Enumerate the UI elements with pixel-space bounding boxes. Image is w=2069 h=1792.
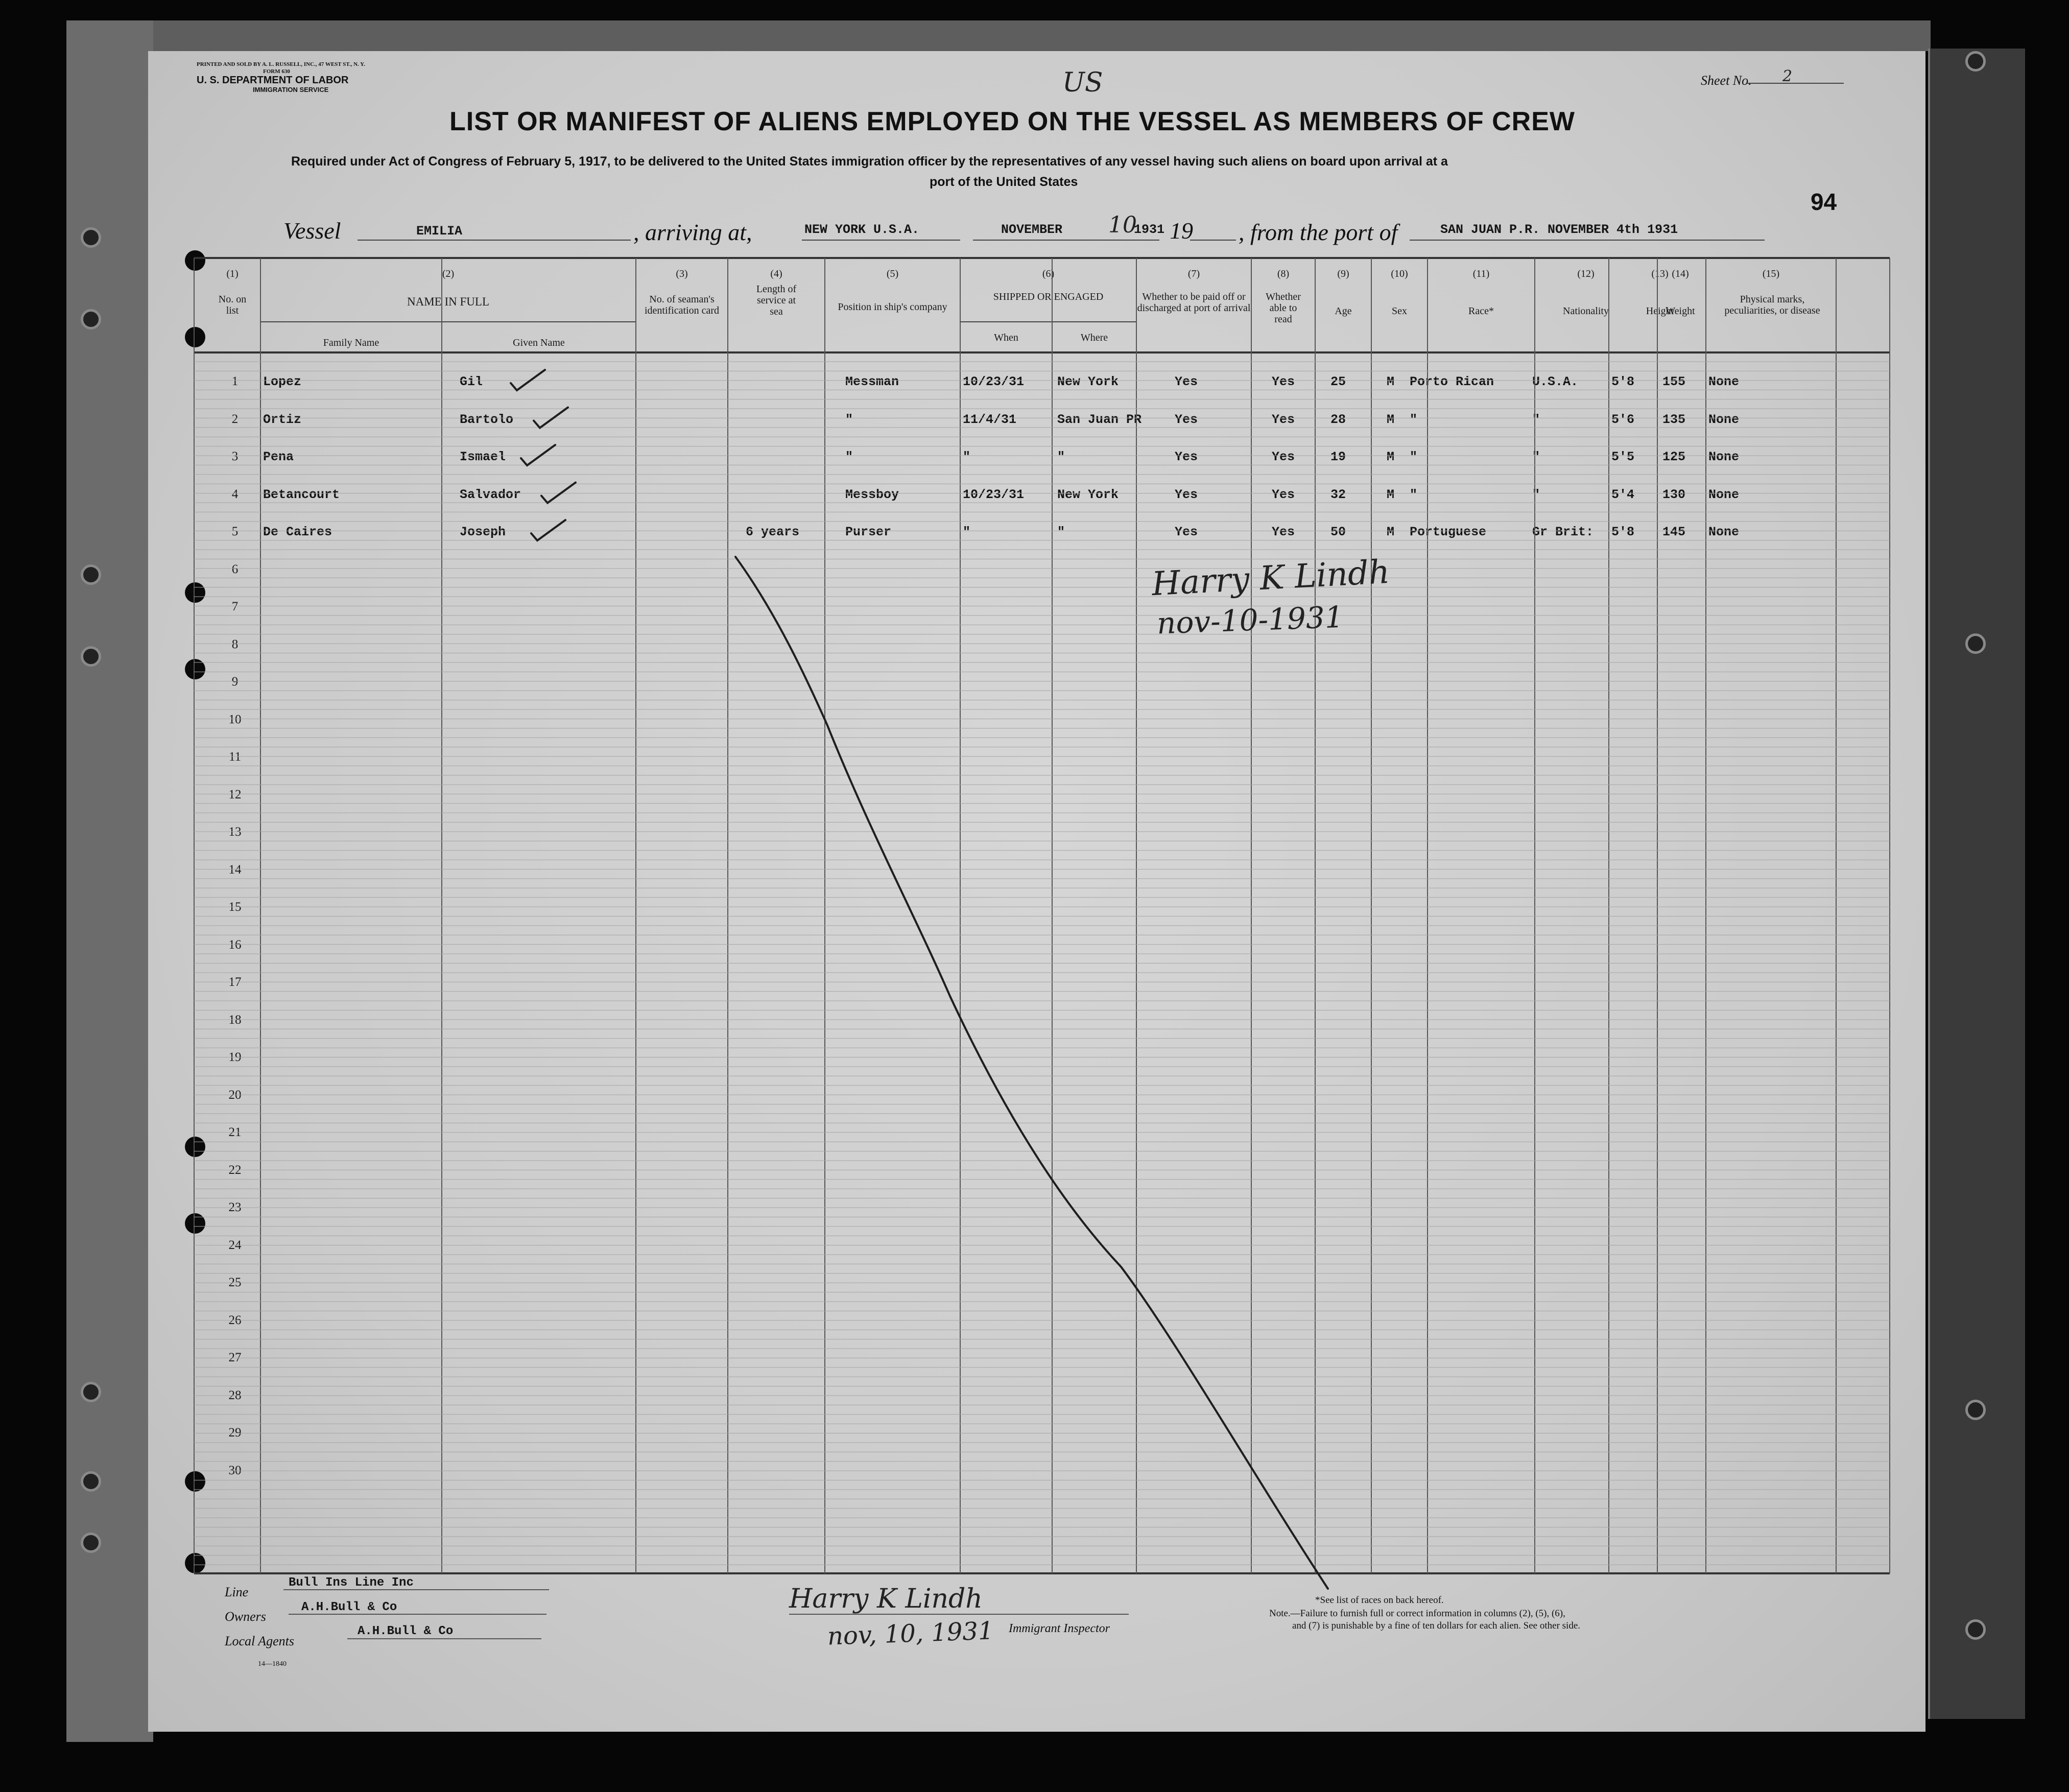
form-code: 14—1840	[258, 1660, 287, 1668]
cell-read: Yes	[1272, 374, 1295, 389]
cell-service: 6 years	[746, 525, 800, 539]
row-number: 25	[228, 1276, 242, 1289]
inspection-date: nov-10-1931	[1156, 599, 1344, 641]
row-number: 27	[228, 1351, 242, 1364]
cell-race: Portuguese	[1410, 525, 1487, 539]
cell-age: 28	[1330, 412, 1346, 427]
binder-hole	[185, 1553, 205, 1573]
row-number: 2	[231, 412, 239, 426]
cell-sex: M	[1387, 525, 1395, 539]
cell-weight: 145	[1662, 525, 1686, 539]
binder-edge-top	[153, 20, 1931, 51]
col6-num: (6)	[1042, 268, 1055, 279]
cell-family: Ortiz	[263, 412, 302, 427]
binder-hole	[1965, 51, 1986, 72]
cell-sex: M	[1387, 412, 1395, 427]
inspector-signature: Harry K Lindh	[1151, 553, 1391, 604]
cell-nationality: Gr Brit:	[1532, 525, 1594, 539]
binder-hole	[185, 250, 205, 271]
cell-position: "	[845, 412, 853, 427]
col12-num: (12)	[1577, 268, 1595, 279]
row-number: 16	[228, 937, 242, 952]
col-paid-off: Whether to be paid off or discharged at port of arrival	[1137, 291, 1251, 314]
penalty-note: Note.—Failure to furnish full or correct information in columns (2), (5), (6),	[1269, 1608, 1565, 1619]
page-number: 94	[1811, 188, 1837, 215]
col-length-of-service: Length of service at sea	[756, 284, 797, 317]
cell-position: Messboy	[845, 487, 899, 502]
form-subtitle: Required under Act of Congress of February 5, 1917, to be delivered to the United States immigration officer by the representatives of any vessel having such aliens on board upon arrival at a	[291, 154, 1448, 169]
cell-where: New York	[1057, 487, 1119, 502]
arrival-year: 1931	[1134, 222, 1165, 237]
cell-family: De Caires	[263, 525, 332, 539]
col7-num: (7)	[1187, 268, 1200, 279]
cell-where: "	[1057, 450, 1065, 464]
row-number: 8	[231, 637, 239, 651]
cell-paid-off: Yes	[1175, 412, 1198, 427]
cell-where: "	[1057, 525, 1065, 539]
binder-hole	[185, 1137, 205, 1157]
binder-hole	[1965, 1619, 1986, 1640]
cell-position: "	[845, 450, 853, 464]
row-number: 13	[228, 825, 242, 839]
binder-hole	[81, 309, 101, 329]
binder-hole	[185, 1213, 205, 1234]
local-agents: A.H.Bull & Co	[358, 1624, 454, 1638]
row-number: 14	[228, 862, 242, 877]
col-age: Age	[1335, 305, 1352, 317]
cell-nationality: U.S.A.	[1532, 374, 1579, 389]
col13-num: (13)	[1651, 268, 1669, 279]
owners: A.H.Bull & Co	[301, 1600, 397, 1614]
races-note: *See list of races on back hereof.	[1315, 1595, 1444, 1606]
inspector-label: Immigrant Inspector	[1009, 1622, 1110, 1635]
cell-age: 25	[1330, 374, 1346, 389]
cell-paid-off: Yes	[1175, 525, 1198, 539]
col10-num: (10)	[1391, 268, 1408, 279]
cell-sex: M	[1387, 487, 1395, 502]
col2-num: (2)	[442, 268, 455, 279]
cell-given: Ismael	[460, 450, 506, 464]
col4-num: (4)	[770, 268, 782, 279]
cell-nationality: "	[1532, 450, 1540, 464]
year-prefix: 19	[1170, 218, 1193, 244]
penalty-note-2: and (7) is punishable by a fine of ten dollars for each alien. See other side.	[1292, 1620, 1581, 1631]
cell-read: Yes	[1272, 487, 1295, 502]
binder-hole	[81, 1382, 101, 1402]
cell-given: Gil	[460, 374, 483, 389]
cell-when: 11/4/31	[963, 412, 1017, 427]
cell-given: Bartolo	[460, 412, 514, 427]
row-number: 28	[228, 1388, 242, 1402]
row-number: 12	[228, 787, 242, 801]
col-sex: Sex	[1392, 305, 1407, 317]
inspector-date-footer: nov, 10, 1931	[827, 1616, 994, 1651]
line-label: Line	[225, 1585, 249, 1599]
arriving-port: NEW YORK U.S.A.	[804, 222, 920, 237]
cell-weight: 130	[1662, 487, 1686, 502]
cell-position: Messman	[845, 374, 899, 389]
cell-when: 10/23/31	[963, 374, 1025, 389]
cell-position: Purser	[845, 525, 892, 539]
cell-paid-off: Yes	[1175, 487, 1198, 502]
cell-paid-off: Yes	[1175, 374, 1198, 389]
form-subtitle-2: port of the United States	[930, 175, 1078, 189]
department: U. S. DEPARTMENT OF LABOR	[197, 75, 349, 86]
cell-nationality: "	[1532, 412, 1540, 427]
binder-hole	[1965, 633, 1986, 654]
page-title: LIST OR MANIFEST OF ALIENS EMPLOYED ON THE VESSEL AS MEMBERS OF CREW	[449, 107, 1575, 136]
col9-num: (9)	[1337, 268, 1349, 279]
cell-marks: None	[1708, 412, 1740, 427]
cell-race: "	[1410, 412, 1418, 427]
row-number: 26	[228, 1313, 242, 1327]
row-number: 22	[228, 1163, 242, 1177]
cell-marks: None	[1708, 374, 1740, 389]
row-number: 1	[231, 374, 239, 388]
cell-marks: None	[1708, 450, 1740, 464]
col-shipped-when: When	[994, 332, 1018, 343]
col-position: Position in ship's company	[838, 301, 947, 313]
row-number: 21	[228, 1125, 242, 1139]
row-number: 19	[228, 1050, 242, 1064]
cell-when: "	[963, 450, 971, 464]
inspector-signature-footer: Harry K Lindh	[789, 1584, 983, 1614]
steamship-line: Bull Ins Line Inc	[289, 1576, 414, 1590]
col-height: Height	[1646, 305, 1674, 317]
cell-race: "	[1410, 450, 1418, 464]
cell-family: Lopez	[263, 374, 302, 389]
row-number: 18	[228, 1012, 242, 1027]
binder-hole	[81, 646, 101, 667]
from-label: , from the port of	[1239, 219, 1398, 245]
service: IMMIGRATION SERVICE	[253, 86, 329, 93]
cell-height: 5'8	[1611, 374, 1635, 389]
col-name-in-full: NAME IN FULL	[407, 295, 489, 308]
row-number: 17	[228, 975, 242, 989]
col-shipped-or-engaged: SHIPPED OR ENGAGED	[993, 291, 1104, 302]
owners-label: Owners	[225, 1609, 266, 1624]
row-number: 6	[231, 562, 239, 576]
row-number: 9	[231, 675, 239, 689]
cell-sex: M	[1387, 374, 1395, 389]
binder-card-right	[1928, 49, 2025, 1719]
col3-num: (3)	[676, 268, 688, 279]
col14-num: (14)	[1672, 268, 1689, 279]
col-seaman-card: No. of seaman's identification card	[644, 294, 720, 316]
binder-hole	[185, 1471, 205, 1492]
col-family-name: Family Name	[323, 337, 379, 348]
cell-height: 5'8	[1611, 525, 1635, 539]
cell-weight: 125	[1662, 450, 1686, 464]
sheet-number: 2	[1782, 67, 1793, 85]
binder-hole	[81, 227, 101, 248]
col-no-on-list: No. on list	[218, 294, 247, 316]
handwritten-mark: US	[1062, 67, 1103, 98]
cell-marks: None	[1708, 525, 1740, 539]
cell-when: "	[963, 525, 971, 539]
binder-card-left	[66, 20, 153, 1742]
agents-label: Local Agents	[225, 1634, 295, 1648]
arrival-day: 10	[1108, 212, 1137, 238]
cell-sex: M	[1387, 450, 1395, 464]
col-nationality: Nationality	[1563, 305, 1609, 317]
col-race: Race*	[1468, 305, 1494, 317]
binder-hole	[1965, 1400, 1986, 1420]
row-number: 3	[231, 450, 239, 463]
cell-height: 5'4	[1611, 487, 1635, 502]
cell-read: Yes	[1272, 412, 1295, 427]
cell-race: Porto Rican	[1410, 374, 1494, 389]
cell-given: Joseph	[460, 525, 506, 539]
cell-family: Pena	[263, 450, 294, 464]
row-number: 15	[228, 900, 242, 914]
vessel-name: EMILIA	[416, 224, 463, 239]
arrival-month: NOVEMBER	[1001, 222, 1063, 237]
row-number: 29	[228, 1426, 242, 1440]
arriving-label: , arriving at,	[633, 219, 752, 245]
cell-weight: 155	[1662, 374, 1686, 389]
row-number: 5	[231, 525, 239, 538]
cell-paid-off: Yes	[1175, 450, 1198, 464]
cell-age: 32	[1330, 487, 1346, 502]
row-number: 30	[228, 1463, 242, 1477]
col1-num: (1)	[226, 268, 239, 279]
cell-where: New York	[1057, 374, 1119, 389]
row-number: 24	[228, 1238, 242, 1252]
cell-height: 5'6	[1611, 412, 1635, 427]
col15-num: (15)	[1762, 268, 1780, 279]
binder-hole	[81, 1471, 101, 1492]
row-number: 4	[231, 487, 239, 501]
col5-num: (5)	[886, 268, 899, 279]
cell-when: 10/23/31	[963, 487, 1025, 502]
binder-hole	[185, 582, 205, 603]
cell-read: Yes	[1272, 450, 1295, 464]
cell-marks: None	[1708, 487, 1740, 502]
row-number: 7	[231, 600, 239, 614]
vessel-label: Vessel	[283, 218, 341, 244]
form-number: FORM 630	[263, 68, 290, 75]
cell-family: Betancourt	[263, 487, 340, 502]
cell-given: Salvador	[460, 487, 521, 502]
cell-read: Yes	[1272, 525, 1295, 539]
col8-num: (8)	[1277, 268, 1290, 279]
row-number: 23	[228, 1200, 242, 1214]
col-able-to-read: Whether able to read	[1266, 291, 1301, 325]
printer-line: PRINTED AND SOLD BY A. L. RUSSELL, INC., 47 WEST ST., N. Y.	[197, 61, 365, 67]
cell-age: 50	[1330, 525, 1346, 539]
col-shipped-where: Where	[1080, 332, 1108, 343]
col-weight: Weight	[1666, 305, 1695, 317]
row-number: 20	[228, 1088, 242, 1102]
cell-where: San Juan PR	[1057, 412, 1142, 427]
sheet-label: Sheet No.	[1701, 73, 1752, 88]
cell-height: 5'5	[1611, 450, 1635, 464]
cell-nationality: "	[1532, 487, 1540, 502]
cell-age: 19	[1330, 450, 1346, 464]
col11-num: (11)	[1472, 268, 1490, 279]
col-physical-marks: Physical marks, peculiarities, or disease	[1724, 294, 1820, 316]
cell-race: "	[1410, 487, 1418, 502]
row-number: 11	[228, 750, 242, 764]
binder-hole	[185, 327, 205, 347]
departure-port: SAN JUAN P.R. NOVEMBER 4th 1931	[1440, 222, 1678, 237]
row-number: 10	[228, 712, 242, 726]
col-given-name: Given Name	[513, 337, 565, 348]
cell-weight: 135	[1662, 412, 1686, 427]
binder-hole	[185, 659, 205, 679]
binder-hole	[81, 564, 101, 585]
binder-hole	[81, 1532, 101, 1553]
